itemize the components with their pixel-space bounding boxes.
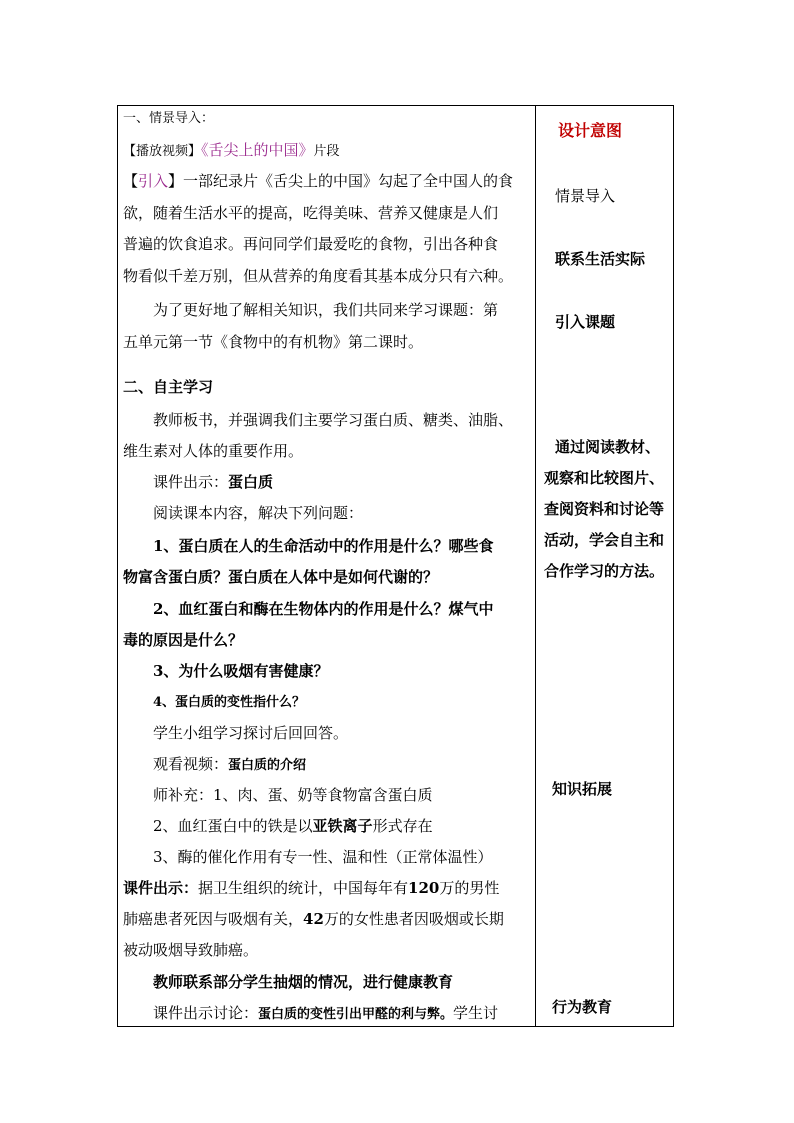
section-heading-1: 一、情景导入：: [123, 111, 215, 126]
design-intent-column: [536, 106, 675, 1026]
intent-knowledge: 知识拓展: [552, 780, 613, 798]
intent-real-life: 联系生活实际: [555, 250, 646, 268]
courseware-line: 课件出示：蛋白质: [153, 473, 274, 491]
intent-purpose-3: 查阅资料和讨论等: [544, 500, 665, 518]
statistic-line-1: 课件出示：据卫生组织的统计，中国每年有120万的男性: [123, 879, 500, 897]
topic-line-2: 五单元第一节《食物中的有机物》第二课时。: [123, 333, 424, 351]
group-line: 学生小组学习探讨后回回答。: [153, 724, 349, 742]
read-line: 阅读课本内容，解决下列问题：: [153, 504, 364, 522]
intent-scene-intro: 情景导入: [555, 187, 616, 205]
intent-purpose-1: 通过阅读教材、: [555, 438, 661, 456]
lesson-plan-table: [117, 105, 674, 1027]
supplement-3: 3、酶的催化作用有专一性、温和性（正常体温性）: [153, 848, 493, 866]
question-4: 4、蛋白质的变性指什么？: [153, 695, 306, 710]
intro-line-4: 物看似千差万别，但从营养的角度看其基本成分只有六种。: [123, 267, 514, 285]
statistic-line-3: 被动吸烟导致肺癌。: [123, 941, 259, 959]
teacher-line: 教师联系部分学生抽烟的情况，进行健康教育: [153, 973, 454, 991]
topic-line-1: 为了更好地了解相关知识，我们共同来学习课题：第: [153, 301, 499, 319]
intent-purpose-5: 合作学习的方法。: [544, 562, 665, 580]
intent-behavior: 行为教育: [552, 998, 613, 1016]
intro-line-2: 欲，随着生活水平的提高，吃得美味、营养又健康是人们: [123, 204, 499, 222]
intent-purpose-4: 活动，学会自主和: [544, 531, 665, 549]
section-heading-2: 二、自主学习: [123, 378, 214, 396]
intro-highlight: 引入: [138, 172, 169, 190]
design-intent-title: 设计意图: [558, 121, 623, 140]
intent-topic: 引入课题: [555, 313, 616, 331]
question-3: 3、为什么吸烟有害健康？: [153, 662, 329, 680]
watch-line: 观看视频：蛋白质的介绍: [153, 755, 307, 773]
video-title: 《舌尖上的中国》: [201, 141, 314, 159]
intro-line-1: 【引入】一部纪录片《舌尖上的中国》勾起了全中国人的食: [123, 172, 514, 190]
content-column: [118, 106, 534, 1026]
question-1a: 1、蛋白质在人的生命活动中的作用是什么？哪些食: [153, 537, 494, 555]
question-1b: 物富含蛋白质？蛋白质在人体中是如何代谢的？: [123, 568, 439, 586]
board-line-2: 维生素对人体的重要作用。: [123, 442, 304, 460]
statistic-line-2: 肺癌患者死因与吸烟有关，42万的女性患者因吸烟或长期: [123, 910, 504, 928]
question-2a: 2、血红蛋白和酶在生物体内的作用是什么？煤气中: [153, 600, 494, 618]
video-line: 【播放视频】《舌尖上的中国》片段: [123, 141, 340, 159]
board-line-1: 教师板书，并强调我们主要学习蛋白质、糖类、油脂、: [153, 411, 514, 429]
intent-purpose-2: 观察和比较图片、: [544, 469, 665, 487]
intro-line-3: 普遍的饮食追求。再问同学们最爱吃的食物，引出各种食: [123, 235, 499, 253]
supplement-1: 师补充：1、肉、蛋、奶等食物富含蛋白质: [153, 786, 433, 804]
discussion-line: 课件出示讨论：蛋白质的变性引出甲醛的利与弊。学生讨: [153, 1004, 499, 1022]
supplement-2: 2、血红蛋白中的铁是以亚铁离子形式存在: [153, 817, 433, 835]
question-2b: 毒的原因是什么？: [123, 631, 244, 649]
